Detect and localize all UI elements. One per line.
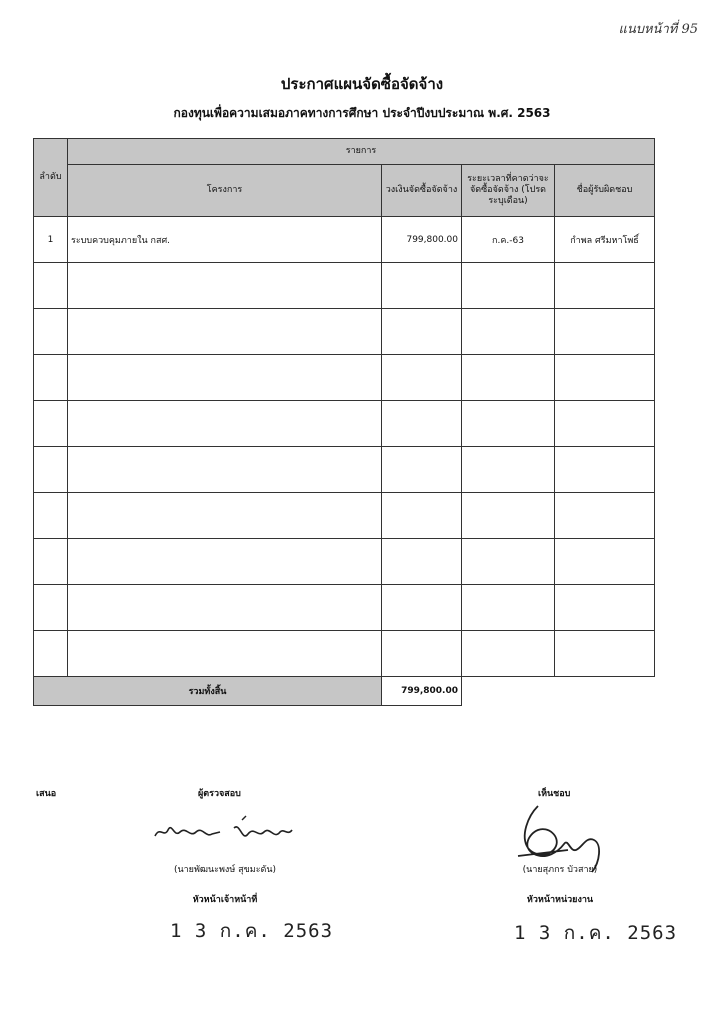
reviewer-date-stamp: 1 3 ก.ค. 2563: [170, 920, 334, 942]
procurement-plan-table: [33, 138, 655, 706]
row-seq: 1: [34, 217, 68, 263]
table-row: [34, 217, 655, 263]
empty-row: [34, 631, 655, 677]
page-title: ประกาศแผนจัดซื้อจัดจ้าง: [280, 75, 444, 93]
row-budget: 799,800.00: [382, 217, 462, 263]
header-project: โครงการ: [68, 165, 382, 217]
header-budget: วงเงินจัดซื้อจัดจ้าง: [382, 165, 462, 217]
header-seq: ลำดับ: [34, 139, 68, 217]
reviewer-position: หัวหน้าเจ้าหน้าที่: [192, 895, 258, 905]
reviewer-signature: [150, 808, 310, 848]
reviewer-name: (นายพัฒนะพงษ์ สุขมะดัน): [173, 865, 277, 875]
propose-label: เสนอ: [36, 789, 57, 799]
empty-row: [34, 539, 655, 585]
empty-row: [34, 355, 655, 401]
approver-date-stamp: 1 3 ก.ค. 2563: [514, 922, 678, 944]
total-value: 799,800.00: [382, 677, 462, 706]
empty-row: [34, 263, 655, 309]
approver-title: เห็นชอบ: [538, 789, 571, 799]
empty-row: [34, 401, 655, 447]
empty-row: [34, 309, 655, 355]
row-period: ก.ค.-63: [462, 217, 555, 263]
total-label: รวมทั้งสิ้น: [34, 677, 382, 706]
approver-position: หัวหน้าหน่วยงาน: [526, 895, 594, 905]
total-row: [34, 677, 655, 706]
page-subtitle: กองทุนเพื่อความเสมอภาคทางการศึกษา ประจำปีงบประมาณ พ.ศ. 2563: [173, 106, 551, 120]
empty-row: [34, 585, 655, 631]
header-owner-cell: ชื่อผู้รับผิดชอบ: [555, 165, 655, 217]
header-items: รายการ: [68, 139, 655, 165]
row-owner: กำพล ศรีมหาโพธิ์: [555, 217, 655, 263]
handwritten-page-note: แนบหน้าที่ 95: [618, 22, 698, 37]
approver-name: (นายสุภกร บัวสาย): [522, 865, 598, 875]
reviewer-title: ผู้ตรวจสอบ: [198, 789, 241, 799]
header-period: ระยะเวลาที่คาดว่าจะจัดซื้อจัดจ้าง (โปรดระบุเดือน): [462, 165, 555, 217]
empty-row: [34, 493, 655, 539]
row-project: ระบบควบคุมภายใน กสศ.: [68, 217, 382, 263]
empty-row: [34, 447, 655, 493]
